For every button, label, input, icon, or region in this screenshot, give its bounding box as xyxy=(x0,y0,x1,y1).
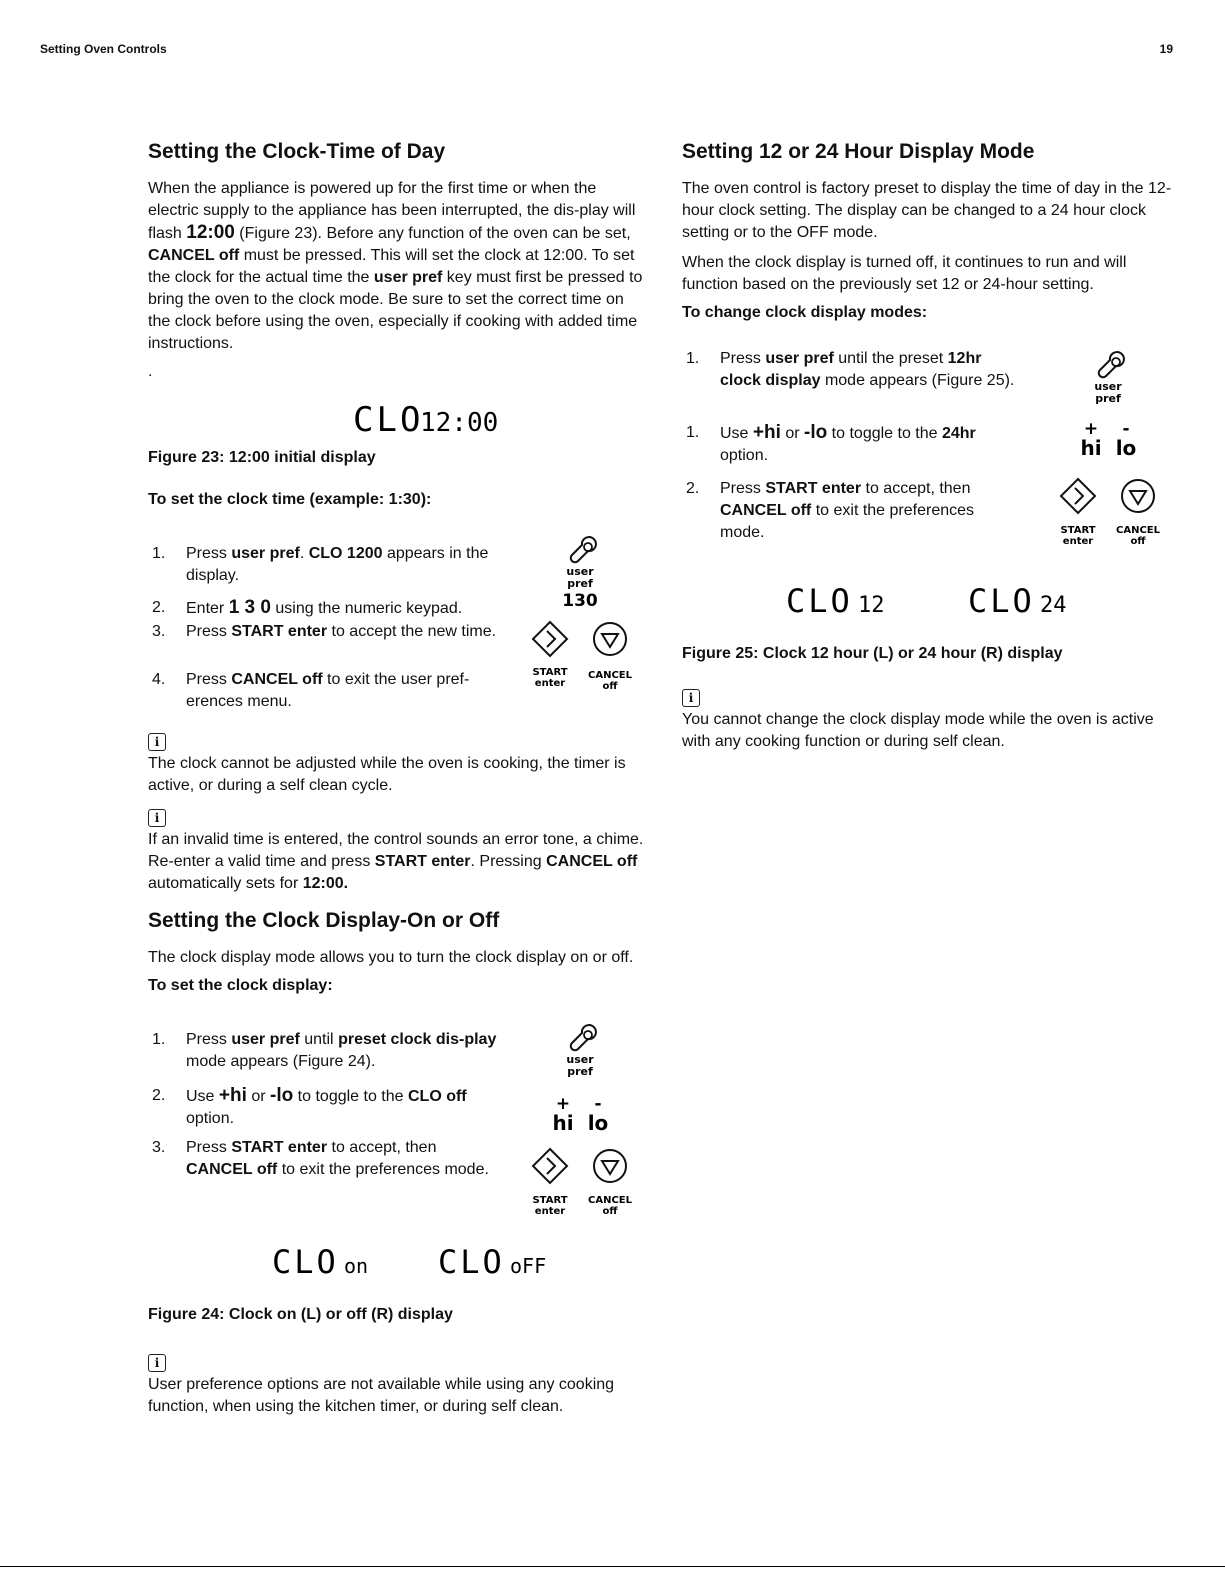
running-header: Setting Oven Controls xyxy=(40,42,167,56)
keypad-illustration xyxy=(518,535,643,715)
section-title-12-24-hour: Setting 12 or 24 Hour Display Mode xyxy=(682,140,1035,163)
hour-mode-steps: 1. Press user pref until the preset 12hr clock display mode appears (Figure 25). 1. Use +hi or -lo to toggle to the 24hr option. 2. Press START enter to accept, then CANCEL off to exit the preferences mode. user pref + - hi lo START enter CANCEL off xyxy=(682,348,1182,548)
off-key-label: off xyxy=(602,681,618,692)
pref-key-label: pref xyxy=(567,1065,593,1078)
enter-key-label: enter xyxy=(534,678,566,689)
cancel-key-label: CANCEL xyxy=(588,1195,632,1206)
display-on-off-intro: The clock display mode allows you to turn the clock display on or off. xyxy=(148,949,634,966)
display-clo-on-label: CLO xyxy=(272,1243,339,1281)
info-icon: i xyxy=(148,1354,166,1372)
hi-key-label: hi xyxy=(552,1111,574,1135)
display-clo-12-label: CLO xyxy=(786,582,853,620)
footer-rule xyxy=(0,1566,1225,1567)
cancel-key-label: CANCEL xyxy=(588,670,632,681)
note-user-pref-unavailable: i User preference options are not available while using any cooking function, when using the kitchen timer, or during self clean. xyxy=(148,1356,615,1415)
display-12-00 xyxy=(148,393,648,443)
display-off-value: oFF xyxy=(510,1254,547,1278)
hour-mode-intro-1: The oven control is factory preset to display the time of day in the 12-hour clock setting. The display can be changed to a 24 hour clock setting or to the OFF mode. xyxy=(682,180,1172,241)
off-key-label: off xyxy=(1130,536,1146,547)
hour-mode-subheading: To change clock display modes: xyxy=(682,304,928,321)
cancel-circle-icon xyxy=(594,623,626,655)
figure-25-caption: Figure 25: Clock 12 hour (L) or 24 hour (R) display xyxy=(682,645,1063,662)
section-title-display-on-off: Setting the Clock Display-On or Off xyxy=(148,909,500,932)
wrench-icon xyxy=(571,537,596,562)
figure-23-caption: Figure 23: 12:00 initial display xyxy=(148,449,376,466)
start-diamond-icon xyxy=(533,1149,567,1183)
left-column xyxy=(148,140,648,1426)
note-cannot-change-mode: i You cannot change the clock display mode while the oven is active with any cooking function or during self clean. xyxy=(682,691,1154,750)
keypad-value: 130 xyxy=(562,591,598,611)
wrench-icon xyxy=(571,1025,596,1050)
plus-key-label: + xyxy=(555,1094,571,1114)
wrench-icon xyxy=(1099,352,1124,377)
display-on-off-steps: 1. Press user pref until preset clock dis-play mode appears (Figure 24). 2. Use +hi or -lo to toggle to the CLO off option. 3. Press START enter to accept, then CANCEL off to exit the preferences mode. user pref + - hi lo START enter CANCEL off xyxy=(148,1029,648,1229)
figure-24-caption: Figure 24: Clock on (L) or off (R) display xyxy=(148,1306,453,1323)
keypad-illustration xyxy=(1044,350,1164,550)
display-clo-off-label: CLO xyxy=(438,1243,505,1281)
hi-key-label: hi xyxy=(1080,436,1102,460)
pref-key-label: pref xyxy=(567,577,593,590)
minus-key-label: - xyxy=(594,1094,602,1114)
start-diamond-icon xyxy=(1061,479,1095,513)
pref-key-label: pref xyxy=(1095,392,1121,405)
display-on-off-subheading: To set the clock display: xyxy=(148,977,333,994)
cancel-circle-icon xyxy=(594,1150,626,1182)
lo-key-label: lo xyxy=(587,1111,609,1135)
start-key-label: START xyxy=(532,667,568,678)
note-clock-cannot-adjust: i The clock cannot be adjusted while the oven is cooking, the timer is active, or during a self clean cycle. xyxy=(148,735,626,794)
figure-23-display xyxy=(148,393,648,443)
right-column xyxy=(682,140,1182,761)
enter-key-label: enter xyxy=(1062,536,1094,547)
start-key-label: START xyxy=(532,1195,568,1206)
start-key-label: START xyxy=(1060,525,1096,536)
start-diamond-icon xyxy=(533,622,567,656)
page-number: 19 xyxy=(1159,42,1173,56)
info-icon: i xyxy=(148,809,166,827)
info-icon: i xyxy=(682,689,700,707)
display-24-value: 24 xyxy=(1040,593,1067,618)
keypad-illustration xyxy=(518,1023,643,1223)
hour-mode-intro-2: When the clock display is turned off, it continues to run and will function based on the previously set 12 or 24-hour setting. xyxy=(682,254,1127,293)
lo-key-label: lo xyxy=(1115,436,1137,460)
display-on-value: on xyxy=(344,1254,369,1278)
section-title-clock-time: Setting the Clock-Time of Day xyxy=(148,140,446,163)
clock-time-intro: When the appliance is powered up for the first time or when the electric supply to the appliance has been interrupted, the dis-play will flash 12:00 (Figure 23). Before any function of the oven can be set, CANCEL off must be pressed. This will set the clock at 12:00. To set the clock for the actual time the user pref key must first be pressed to bring the oven to the clock mode. Be sure to set the correct time on the clock before using the oven, especially if cooking with added time instructions. xyxy=(148,180,643,352)
clock-time-subheading: To set the clock time (example: 1:30): xyxy=(148,491,432,508)
display-time-text: 12:00 xyxy=(420,408,499,438)
info-icon: i xyxy=(148,733,166,751)
off-key-label: off xyxy=(602,1206,618,1217)
note-invalid-time: i If an invalid time is entered, the control sounds an error tone, a chime. Re-enter a valid time and press START enter. Pressing CANCEL off automatically sets for 12:00. xyxy=(148,811,644,892)
user-key-label: user xyxy=(1094,380,1122,393)
cancel-circle-icon xyxy=(1122,480,1154,512)
stray-dot: . xyxy=(148,363,153,380)
figure-24-display xyxy=(148,1237,648,1287)
figure-25-display xyxy=(682,576,1182,626)
user-key-label: user xyxy=(566,1053,594,1066)
display-clo-24-label: CLO xyxy=(968,582,1035,620)
user-key-label: user xyxy=(566,565,594,578)
minus-key-label: - xyxy=(1122,419,1130,439)
display-clo-text: CLO xyxy=(353,400,424,440)
display-12-value: 12 xyxy=(858,593,885,618)
plus-key-label: + xyxy=(1083,419,1099,439)
enter-key-label: enter xyxy=(534,1206,566,1217)
clock-time-steps: 1. Press user pref. CLO 1200 appears in the display. 2. Enter 1 3 0 using the numeric keypad. 3. Press START enter to accept the new time. 4. Press CANCEL off to exit the user pref-erences menu. user pref 130 START enter CANCEL off xyxy=(148,543,648,733)
cancel-key-label: CANCEL xyxy=(1116,525,1160,536)
